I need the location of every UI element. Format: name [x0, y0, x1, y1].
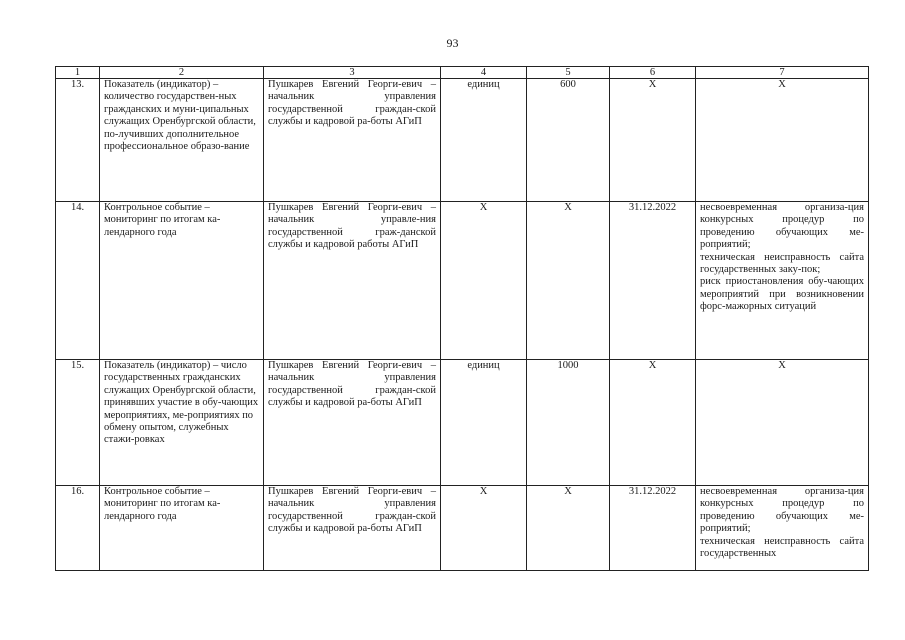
row-risks — [696, 360, 869, 486]
row-value: Х — [527, 486, 610, 571]
risk-item: несвоевременная организа-ция конкурсных процедур по проведению обучающих ме-роприятий; — [700, 202, 864, 251]
page-number: 93 — [446, 36, 459, 50]
row-number: 13. — [56, 79, 100, 202]
row-risks — [696, 202, 869, 360]
row-name: Показатель (индикатор) – число государственных гражданских служащих Оренбургской области, принявших участие в обу-чающих мероприятиях, ме-роприятиях по обмену опытом, служебных стажи-ровках — [100, 360, 264, 486]
row-responsible: Пушкарев Евгений Георги-евич – начальник управления государственной граждан-ской службы и кадровой ра-боты АГиП — [264, 360, 441, 486]
row-date: Х — [610, 360, 696, 486]
row-responsible: Пушкарев Евгений Георги-евич – начальник управления государственной граждан-ской службы и кадровой ра-боты АГиП — [264, 79, 441, 202]
table-header-row — [56, 67, 869, 79]
row-name: Показатель (индикатор) – количество государствен-ных гражданских и муни-ципальных служащих Оренбургской области, по-лучивших дополнительное профессиональное образо-вание — [100, 79, 264, 202]
column-header: 2 — [100, 67, 264, 79]
risk-item: Х — [778, 79, 786, 90]
row-value: 1000 — [527, 360, 610, 486]
row-responsible: Пушкарев Евгений Георги-евич – начальник управления государственной граждан-ской службы и кадровой ра-боты АГиП — [264, 486, 441, 571]
risk-item: риск приостановления обу-чающих мероприятий при возникновении форс-мажорных ситуаций — [700, 276, 864, 313]
row-name: Контрольное событие – мониторинг по итогам ка-лендарного года — [100, 486, 264, 571]
column-header: 4 — [441, 67, 527, 79]
column-header: 6 — [610, 67, 696, 79]
row-number: 15. — [56, 360, 100, 486]
column-header: 7 — [696, 67, 869, 79]
risk-item: Х — [778, 360, 786, 371]
row-name: Контрольное событие – мониторинг по итогам ка-лендарного года — [100, 202, 264, 360]
table-row — [56, 79, 869, 202]
row-date: Х — [610, 79, 696, 202]
row-unit: Х — [441, 486, 527, 571]
table-row — [56, 360, 869, 486]
row-date: 31.12.2022 — [610, 486, 696, 571]
row-value: Х — [527, 202, 610, 360]
column-header: 1 — [56, 67, 100, 79]
row-unit: Х — [441, 202, 527, 360]
column-header: 5 — [527, 67, 610, 79]
row-risks — [696, 486, 869, 571]
document-table — [55, 66, 869, 571]
risk-item: несвоевременная организа-ция конкурсных процедур по проведению обучающих ме-роприятий; — [700, 486, 864, 535]
risk-item: техническая неисправность сайта государственных — [700, 535, 864, 560]
row-unit: единиц — [441, 360, 527, 486]
row-responsible: Пушкарев Евгений Георги-евич – начальник управле-ния государственной граж-данской службы и кадровой работы АГиП — [264, 202, 441, 360]
table-row — [56, 486, 869, 571]
row-value: 600 — [527, 79, 610, 202]
row-unit: единиц — [441, 79, 527, 202]
row-number: 16. — [56, 486, 100, 571]
row-date: 31.12.2022 — [610, 202, 696, 360]
column-header: 3 — [264, 67, 441, 79]
row-number: 14. — [56, 202, 100, 360]
risk-item: техническая неисправность сайта государственных заку-пок; — [700, 251, 864, 276]
table-row — [56, 202, 869, 360]
row-risks — [696, 79, 869, 202]
